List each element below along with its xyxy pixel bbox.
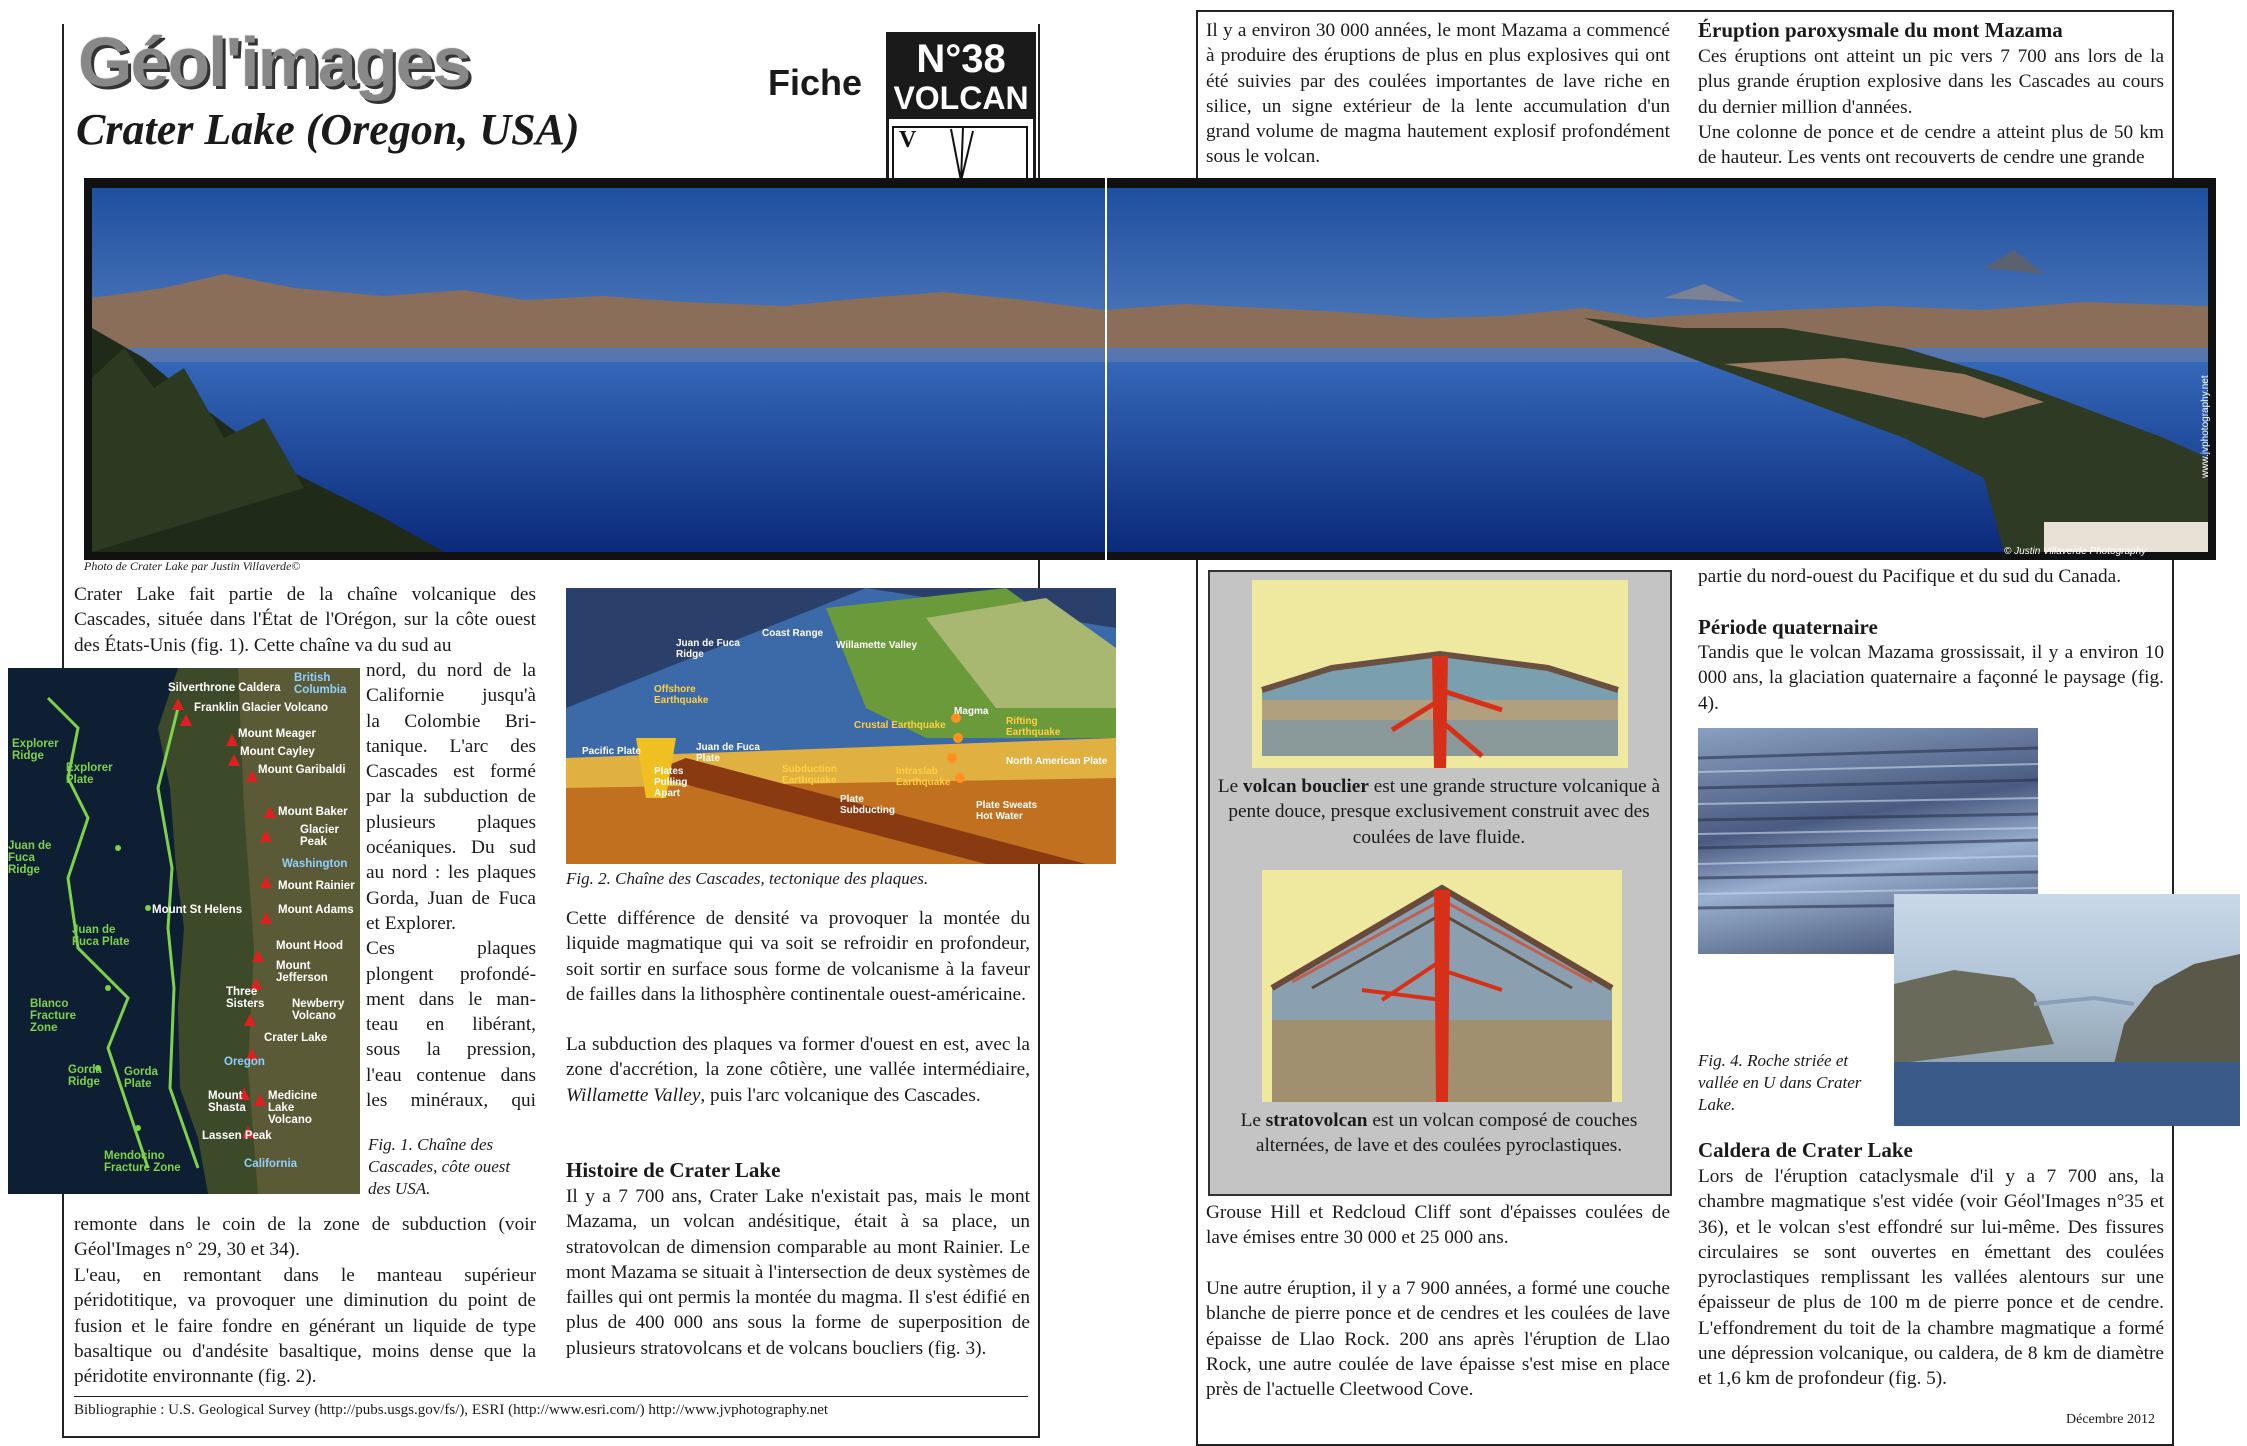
col3-paragraph-1: Il y a environ 30 000 années, le mont Mazama a commencé à produire des éruptions de plus en plus explosives qui ont été suivies par des coulées importantes de lave riche en silice, un signe extérieur de la lente accumulation d'un grand volume de magma hautement explosif profondément sous le volcan. <box>1206 20 1670 168</box>
wrap-line: et Explorer. <box>366 912 456 934</box>
col1-wrap-column <box>366 658 536 1113</box>
wrap-line: Ces plaques <box>366 938 536 960</box>
wrap-line: la Colombie Bri- <box>366 710 536 732</box>
map-label: Juan de Fuca Plate <box>72 924 130 948</box>
panorama-photo <box>84 178 2216 560</box>
map-label: Gorda Plate <box>124 1066 158 1090</box>
fiche-number: N°38 <box>889 35 1033 81</box>
heading-eruption: Éruption paroxysmale du mont Mazama <box>1698 18 2063 42</box>
text-run: Le <box>1240 1110 1266 1131</box>
wrap-line: l'eau contenue dans <box>366 1064 536 1086</box>
fig4-u-valley-photo <box>1894 894 2240 1126</box>
shield-volcano-term: volcan bouclier <box>1243 776 1369 797</box>
col4-paragraph-1: Ces éruptions ont atteint un pic vers 7 700 ans lors de la plus grande éruption explosive dans les Cascades au cours du dernier million d'années. <box>1698 46 2164 118</box>
diagram-label: Coast Range <box>762 628 824 639</box>
heading-caldera: Caldera de Crater Lake <box>1698 1138 1913 1162</box>
map-label: Mount St Helens <box>152 904 243 916</box>
col4-paragraph-4: Lors de l'éruption cataclysmale d'il y a 7 700 ans, la chambre magmatique s'est vidée (voir Géol'Images n°35 et 36), et le volcan s'est effondré sur lui-même. Des fissures circulaires se sont ouvertes en émettant des coulées pyroclastiques remplissant les vallées alentours sur une épaisseur de plus de 100 m de pierre ponce et de cendre. L'effondrement du toit de la chambre magmatique a formé une dépression volcanique, ou caldera, de 8 km de diamètre et 1,6 km de profondeur (fig. 5). <box>1698 1166 2164 1390</box>
fig4-caption: Fig. 4. Roche striée et vallée en U dans Crater Lake. <box>1698 1051 1862 1114</box>
map-label: Mount Jefferson <box>276 960 328 984</box>
map-label: Oregon <box>224 1056 265 1068</box>
photo-caption: Photo de Crater Lake par Justin Villaverde© <box>84 559 301 573</box>
wrap-line: les minéraux, qui <box>366 1090 536 1112</box>
map-label: Mount Shasta <box>208 1090 246 1114</box>
shield-volcano-diagram <box>1252 580 1628 768</box>
heading-histoire: Histoire de Crater Lake <box>566 1158 781 1182</box>
map-label: Three Sisters <box>226 986 265 1010</box>
wrap-line: par la subduction de <box>366 786 536 808</box>
text-run: , puis l'arc volcanique des Cascades. <box>700 1084 981 1106</box>
map-label: Franklin Glacier Volcano <box>194 702 328 714</box>
map-label: Explorer Ridge <box>12 738 59 762</box>
text-run: La subduction des plaques va former d'ouest en est, avec la zone d'accrétion, la zone côtière, une vallée intermédiaire, <box>566 1034 1030 1081</box>
text-run: est un volcan composé de couches alternées, de lave et des coulées pyroclastiques. <box>1255 1110 1638 1157</box>
map-label: Juan de Fuca Ridge <box>8 840 52 876</box>
map-label: Lassen Peak <box>202 1130 272 1142</box>
issue-date: Décembre 2012 <box>2066 1412 2156 1427</box>
map-label: California <box>244 1158 298 1170</box>
stratovolcano-term: stratovolcan <box>1265 1110 1368 1131</box>
map-label: Mount Baker <box>278 806 348 818</box>
diagram-label: Intraslab Earthquake <box>896 766 951 788</box>
map-label: Mount Hood <box>276 940 344 952</box>
crater-lake-panorama <box>84 178 2216 560</box>
map-label: Explorer Plate <box>66 762 113 786</box>
map-label: Blanco Fracture Zone <box>30 998 77 1034</box>
diagram-label: Rifting Earthquake <box>1006 716 1061 738</box>
photo-credit: © Justin Villaverde Photography <box>2004 546 2147 557</box>
map-label: Mount Meager <box>238 728 316 740</box>
diagram-label: Plate Sweats Hot Water <box>976 800 1038 822</box>
wrap-line: au nord : les plaques <box>366 862 536 884</box>
fiche-category: VOLCAN <box>889 81 1033 119</box>
col2-paragraph-3: Il y a 7 700 ans, Crater Lake n'existait pas, mais le mont Mazama, un volcan andésitique, était à sa place, un stratovolcan de dimension comparable au mont Rainier. Le mont Mazama se situait à l'intersection de deux systèmes de failles qui ont permis la montée du magma. Il s'est édifié en plus de 400 000 ans sous la forme de superposition de plusieurs stratovolcans et de volcans boucliers (fig. 3). <box>566 1186 1030 1359</box>
fiche-letter: V <box>899 127 917 153</box>
map-label: Mount Garibaldi <box>258 764 346 776</box>
diagram-label: Plate Subducting <box>840 794 895 816</box>
wrap-line: plongent profondé- <box>366 963 536 985</box>
text-run: Le <box>1217 776 1244 797</box>
diagram-label: Juan de Fuca Ridge <box>676 638 740 660</box>
col2-paragraph-1: Cette différence de densité va provoquer la montée du liquide magmatique qui va soit se refroidir en profondeur, soit sortir en surface sous forme de volcanisme à la faveur de failles dans la lithosphère continentale ouest-américaine. <box>566 908 1030 1005</box>
map-label: Mount Cayley <box>240 746 315 758</box>
fig1-map <box>8 668 360 1194</box>
map-label: Washington <box>282 858 348 870</box>
col4-paragraph-2-cont: partie du nord-ouest du Pacifique et du sud du Canada. <box>1698 566 2122 587</box>
map-label: Glacier Peak <box>300 824 339 848</box>
map-label: Medicine Lake Volcano <box>268 1090 318 1126</box>
stratovolcano-text <box>1216 1108 1662 1159</box>
diagram-label: Pacific Plate <box>582 746 641 757</box>
diagram-label: Juan de Fuca Plate <box>696 742 760 764</box>
map-label: Gorda Ridge <box>68 1064 102 1088</box>
fig1-caption: Fig. 1. Chaîne des Cascades, côte ouest des USA. <box>368 1135 511 1198</box>
diagram-label: Crustal Earthquake <box>854 720 946 731</box>
col1-paragraph-2: L'eau, en remontant dans le manteau supérieur péridotitique, va provoquer une diminution du point de fusion et le faire fondre en générant un liquide de type basaltique ou d'andésite basaltique, moins dense que la péridotite environnante (fig. 2). <box>74 1265 536 1388</box>
col3-paragraph-2: Grouse Hill et Redcloud Cliff sont d'épaisses coulées de lave émises entre 30 000 et 25 000 ans. <box>1206 1202 1670 1249</box>
col2-paragraph-2 <box>566 1032 1030 1108</box>
heading-quaternaire: Période quaternaire <box>1698 615 1878 639</box>
willamette-valley: Willamette Valley <box>566 1084 701 1106</box>
wrap-line: tanique. L'arc des <box>366 735 536 757</box>
wrap-line: teau en libérant, <box>366 1014 536 1036</box>
wrap-line: nord, du nord de la <box>366 660 536 681</box>
col1-after-map: remonte dans le coin de la zone de subduction (voir Géol'Images n° 29, 30 et 34). <box>74 1214 536 1261</box>
wrap-line: océaniques. Du sud <box>366 837 536 859</box>
map-label: Mendocino Fracture Zone <box>104 1150 181 1174</box>
text-run: est une grande structure volcanique à pente douce, presque exclusivement construit avec des coulées de lave fluide. <box>1228 776 1661 848</box>
col4-paragraph-2: Une colonne de ponce et de cendre a atteint plus de 50 km de hauteur. Les vents ont recouverts de cendre une grande <box>1698 122 2164 169</box>
wrap-line: Californie jusqu'à <box>366 685 536 707</box>
bibliography-rule <box>74 1396 1028 1397</box>
map-label: Mount Adams <box>278 904 354 916</box>
logo: Géol'images <box>78 23 470 101</box>
fiche-label: Fiche <box>768 62 863 103</box>
col4-paragraph-3: Tandis que le volcan Mazama grossissait, il y a environ 10 000 ans, la glaciation quaternaire a façonné le paysage (fig. 4). <box>1698 642 2164 714</box>
col1-intro: Crater Lake fait partie de la chaîne volcanique des Cascades, située dans l'État de l'Orégon, sur la côte ouest des États-Unis (fig. 1). Cette chaîne va du sud au <box>74 584 536 656</box>
diagram-label: Plates Pulling Apart <box>654 766 688 799</box>
fig2-tectonic-diagram <box>566 588 1116 864</box>
stratovolcano-diagram <box>1262 870 1622 1102</box>
fig3-volcano-panel <box>1208 570 1672 1196</box>
wrap-line: ment dans le man- <box>366 988 536 1010</box>
shield-volcano-text <box>1216 774 1662 850</box>
diagram-label: Subduction Earthquake <box>782 764 837 786</box>
map-label: Crater Lake <box>264 1032 328 1044</box>
bibliography: Bibliographie : U.S. Geological Survey (http://pubs.usgs.gov/fs/), ESRI (http://www.esri.com/) http://www.jvphotography.net <box>74 1402 829 1418</box>
wrap-line: sous la pression, <box>366 1039 536 1061</box>
diagram-label: Magma <box>954 706 989 717</box>
diagram-label: North American Plate <box>1006 756 1108 767</box>
fig2-caption: Fig. 2. Chaîne des Cascades, tectonique des plaques. <box>566 869 929 888</box>
map-label: Newberry Volcano <box>292 998 345 1022</box>
map-label: British Columbia <box>294 672 347 696</box>
photo-side-credit: www.jvphotography.net <box>2200 375 2211 478</box>
wrap-line: plusieurs plaques <box>366 811 536 833</box>
map-label: Silverthrone Caldera <box>168 682 281 694</box>
page-title: Crater Lake (Oregon, USA) <box>76 105 580 154</box>
diagram-label: Willamette Valley <box>836 640 918 651</box>
map-label: Mount Rainier <box>278 880 355 892</box>
col3-paragraph-3: Une autre éruption, il y a 7 900 années, a formé une couche blanche de pierre ponce et de cendres et les coulées de lave épaisse de Llao Rock. 200 ans après l'éruption de Llao Rock, une autre coulée de lave épaisse s'est mise en place près de l'actuelle Cleetwood Cove. <box>1206 1278 1670 1401</box>
wrap-line: Cascades est formé <box>366 761 536 783</box>
wrap-line: Gorda, Juan de Fuca <box>366 887 536 909</box>
diagram-label: Offshore Earthquake <box>654 684 709 706</box>
